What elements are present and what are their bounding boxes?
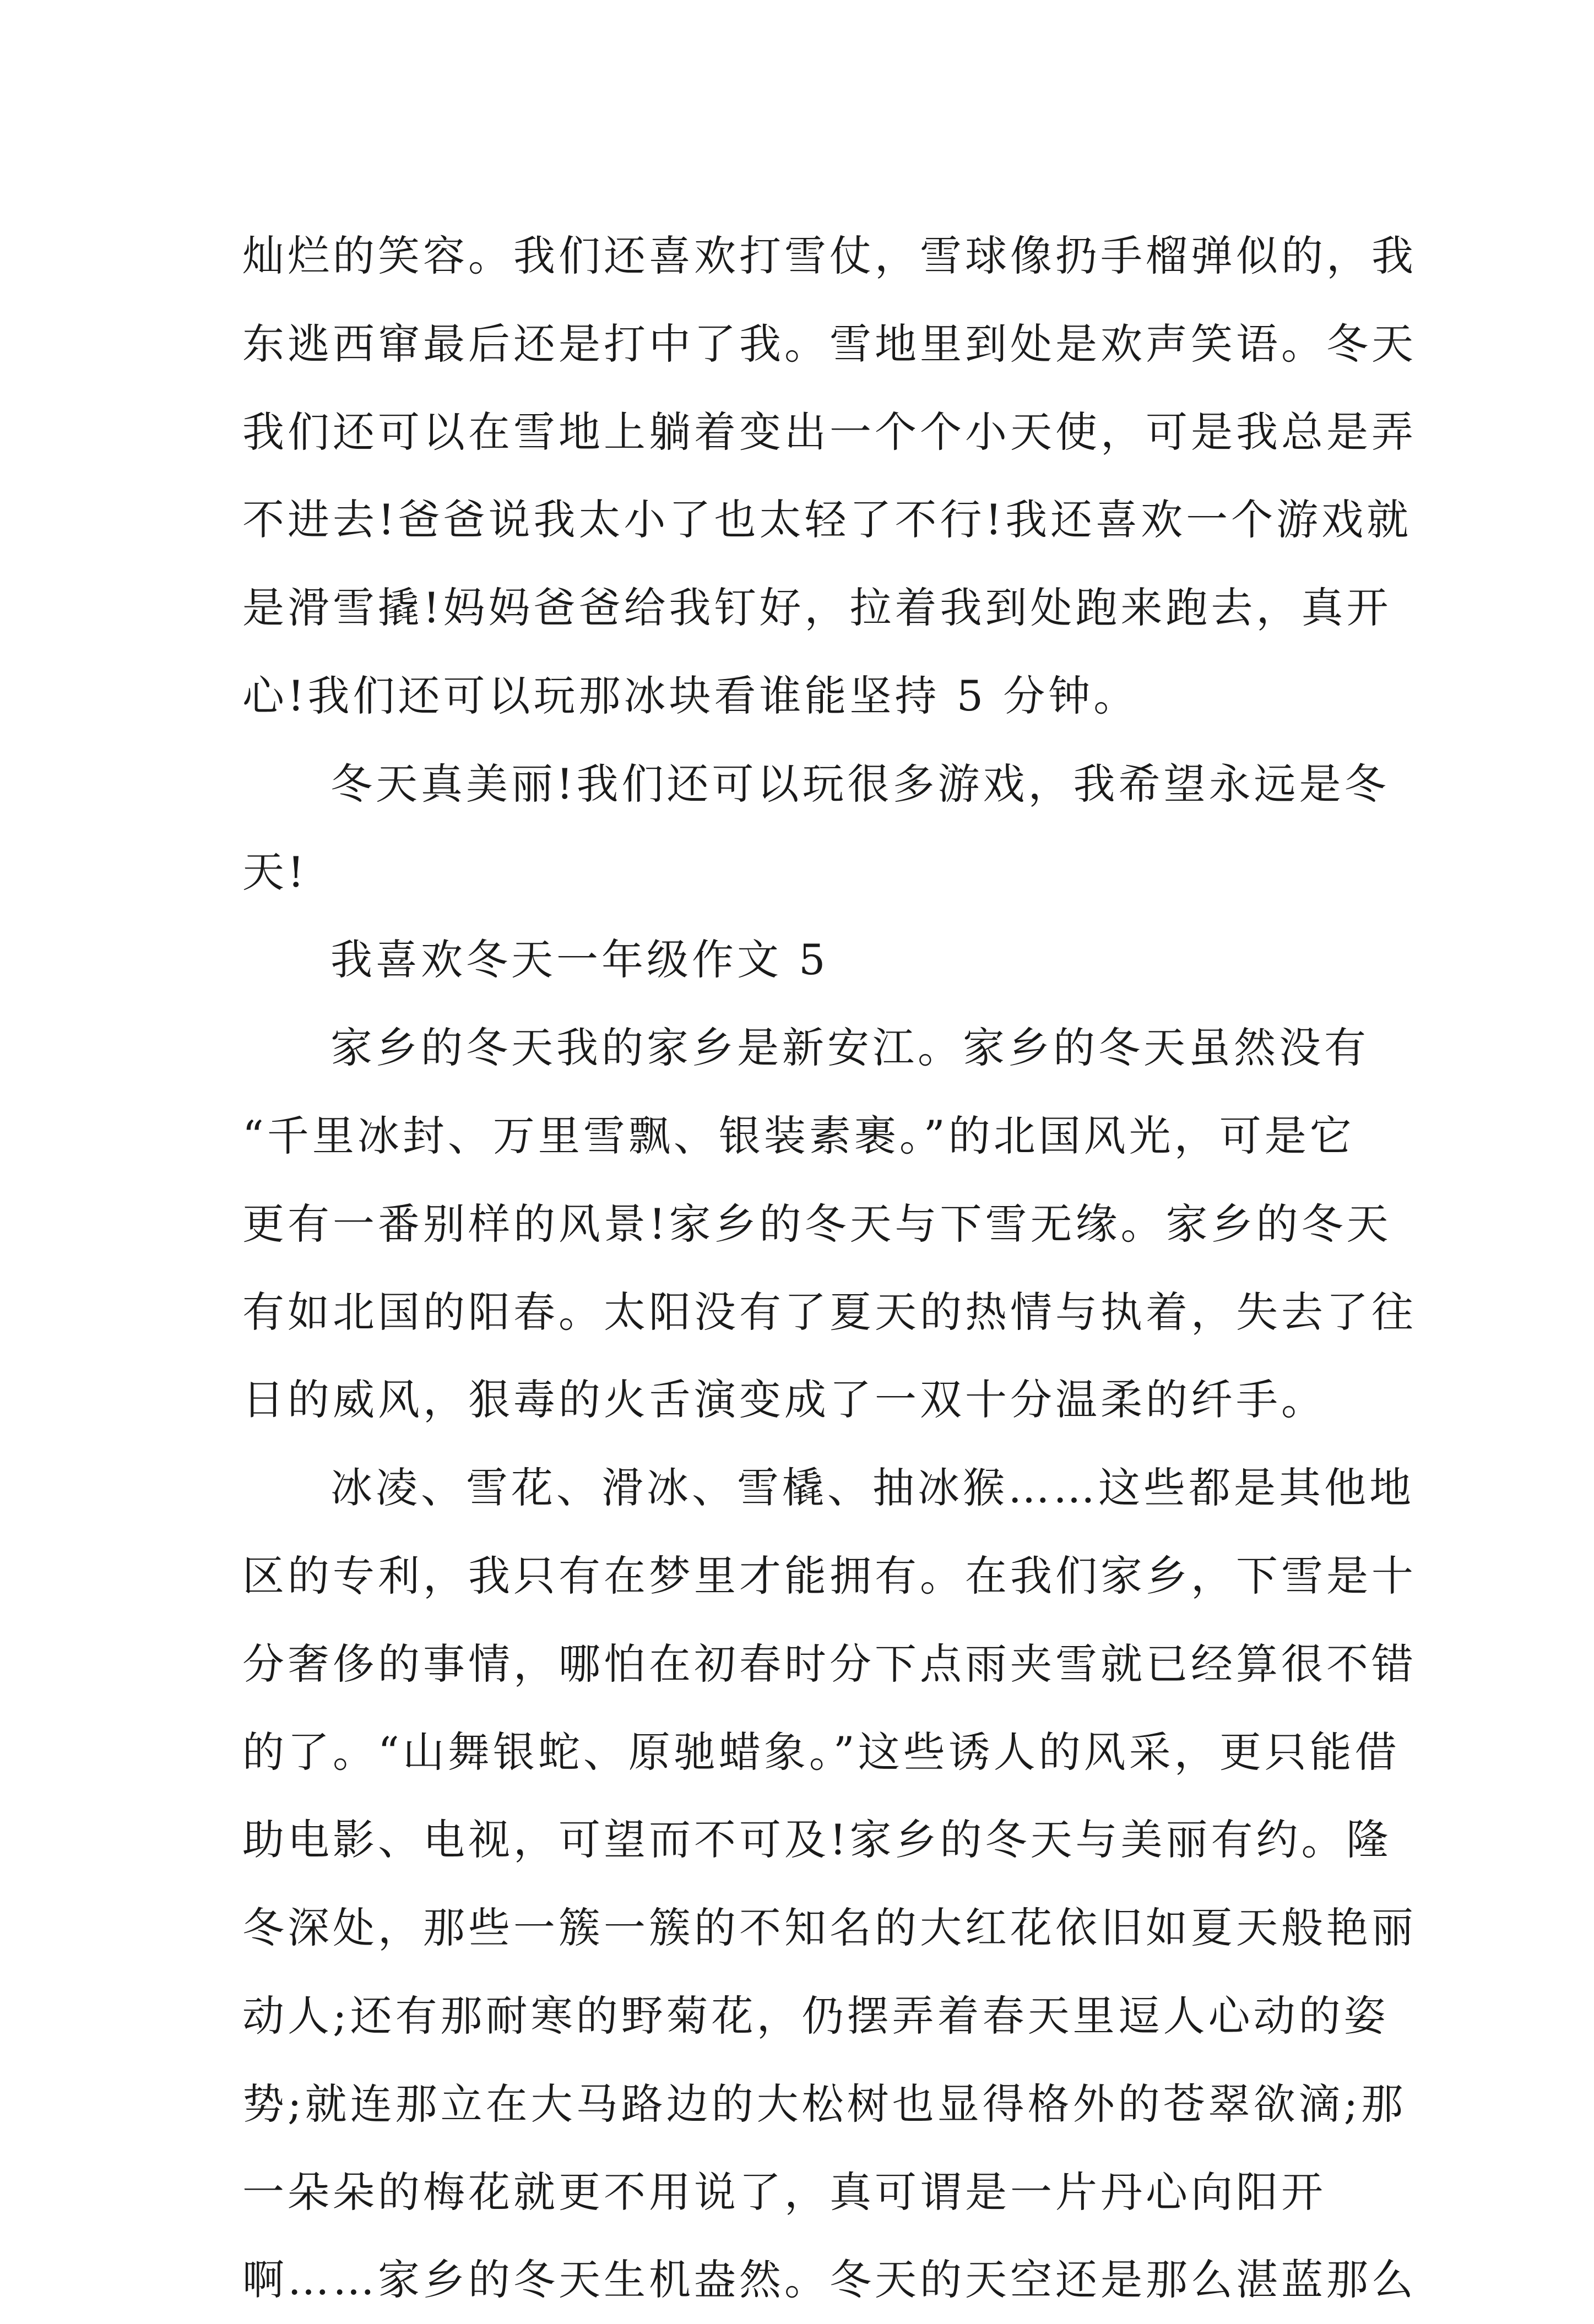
text-line: 冬天真美丽!我们还可以玩很多游戏，我希望永远是冬 (330, 759, 1390, 808)
text-line: 不进去!爸爸说我太小了也太轻了不行!我还喜欢一个游戏就 (242, 495, 1412, 545)
text-line: 冰凌、雪花、滑冰、雪橇、抽冰猴……这些都是其他地 (330, 1463, 1414, 1513)
text-line: 更有一番别样的风景!家乡的冬天与下雪无缘。家乡的冬天 (242, 1199, 1392, 1248)
text-line: 心!我们还可以玩那冰块看谁能坚持 5 分钟。 (242, 671, 1139, 720)
text-line: 冬深处，那些一簇一簇的不知名的大红花依旧如夏天般艳丽 (242, 1903, 1417, 1953)
text-line: 的了。“山舞银蛇、原驰蜡象。”这些诱人的风采，更只能借 (242, 1727, 1400, 1777)
text-line: 分奢侈的事情，哪怕在初春时分下点雨夹雪就已经算很不错 (242, 1639, 1417, 1688)
text-line: 助电影、电视，可望而不可及!家乡的冬天与美丽有约。隆 (242, 1815, 1392, 1865)
text-line: 啊……家乡的冬天生机盎然。冬天的天空还是那么湛蓝那么 (242, 2255, 1417, 2305)
essay-body (242, 212, 1417, 2324)
text-line: 区的专利，我只有在梦里才能拥有。在我们家乡，下雪是十 (242, 1551, 1417, 1600)
text-line: 家乡的冬天我的家乡是新安江。家乡的冬天虽然没有 (330, 1023, 1369, 1073)
text-line: “千里冰封、万里雪飘、银装素裹。”的北国风光，可是它 (242, 1111, 1355, 1160)
text-line: 日的威风，狠毒的火舌演变成了一双十分温柔的纤手。 (242, 1375, 1326, 1425)
text-line: 灿烂的笑容。我们还喜欢打雪仗，雪球像扔手榴弹似的，我 (242, 231, 1417, 280)
text-line: 势;就连那立在大马路边的大松树也显得格外的苍翠欲滴;那 (242, 2079, 1407, 2128)
text-line: 有如北国的阳春。太阳没有了夏天的热情与执着，失去了往 (242, 1287, 1417, 1337)
text-line: 一朵朵的梅花就更不用说了，真可谓是一片丹心向阳开 (242, 2167, 1326, 2217)
text-line: 是滑雪撬!妈妈爸爸给我钉好，拉着我到处跑来跑去，真开 (242, 583, 1392, 633)
text-line: 天! (242, 847, 308, 897)
text-line: 动人;还有那耐寒的野菊花，仍摆弄着春天里逗人心动的姿 (242, 1991, 1389, 2040)
text-line: 东逃西窜最后还是打中了我。雪地里到处是欢声笑语。冬天 (242, 319, 1417, 368)
text-line: 我们还可以在雪地上躺着变出一个个小天使，可是我总是弄 (242, 407, 1417, 457)
text-line: 我喜欢冬天一年级作文 5 (330, 935, 829, 985)
